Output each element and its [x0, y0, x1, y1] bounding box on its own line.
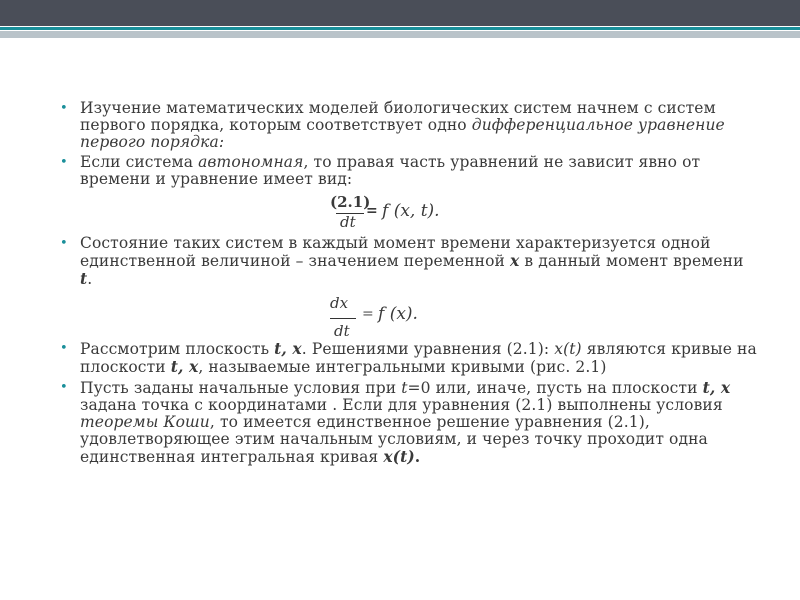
slide-header-band	[0, 31, 800, 38]
formula-equals: =	[366, 203, 378, 219]
initial-text-1: Пусть заданы начальные условия при	[80, 379, 402, 397]
slide-top-bar	[0, 0, 800, 26]
formula-dx-dt	[60, 294, 760, 340]
state-text-1: Состояние таких систем в каждый момент времени характеризуется одной единственной величиной – значением переменной	[80, 234, 711, 270]
slide-content	[60, 100, 760, 469]
slide-accent-line	[0, 27, 800, 30]
bullet-icon: •	[60, 236, 68, 251]
formula-denominator: dt	[340, 213, 356, 231]
plane-text-3: являются кривые на плоскости	[80, 340, 757, 376]
state-text-3: .	[87, 270, 93, 288]
bullet-icon: •	[60, 155, 68, 170]
bullet-icon: •	[60, 380, 68, 395]
paragraph-initial-conditions	[60, 379, 760, 466]
intro-text: Изучение математических моделей биологических систем начнем с систем первого порядка, которым соответствует одно	[80, 99, 716, 134]
autonomous-text-2: , то правая часть уравнений не зависит явно от времени и уравнение имеет вид:	[80, 153, 701, 188]
paragraph-intro	[60, 100, 760, 151]
initial-var-3: теоремы Коши	[80, 413, 210, 431]
bullet-icon: •	[60, 341, 68, 356]
formula-2-1	[60, 191, 760, 231]
state-var-x: x	[509, 251, 520, 270]
formula-first-order	[330, 294, 490, 338]
formula-numerator: dx	[330, 294, 349, 312]
formula-denominator: dt	[334, 322, 350, 340]
formula-label: (2.1)	[330, 193, 371, 211]
formula-equals: =	[362, 306, 374, 322]
state-var-t: t	[80, 269, 88, 288]
bullet-icon: •	[60, 101, 68, 116]
plane-var-3: t, x	[170, 357, 199, 376]
paragraph-autonomous	[60, 154, 760, 188]
autonomous-italic: автономная	[198, 153, 304, 171]
intro-italic: дифференциальное уравнение первого порядка:	[80, 116, 725, 151]
plane-text-4: , называемые интегральными кривыми (рис. 2.1)	[198, 358, 607, 376]
plane-var-2: x(t)	[554, 340, 582, 358]
formula-rhs: f (x).	[378, 304, 418, 324]
autonomous-text-1: Если система	[80, 153, 199, 171]
initial-text-4: , то имеется единственное решение уравнения (2.1), удовлетворяющее этим начальным условиям, и через точку проходит одна единственная интегральная кривая	[80, 413, 708, 466]
initial-var-2: t, x	[702, 378, 731, 397]
formula-autonomous	[330, 191, 490, 231]
initial-text-2: =0 или, иначе, пусть на плоскости	[407, 379, 703, 397]
initial-var-4: x(t)	[383, 447, 415, 466]
plane-text-1: Рассмотрим плоскость	[80, 340, 275, 358]
fraction-bar	[330, 318, 356, 319]
initial-var-1: t	[401, 379, 408, 397]
formula-rhs: f (x, t).	[382, 201, 440, 221]
paragraph-state	[60, 235, 760, 288]
plane-text-2: . Решениями уравнения (2.1):	[301, 340, 555, 358]
initial-text-5: .	[414, 447, 421, 466]
initial-text-3: задана точка с координатами . Если для уравнения (2.1) выполнены условия	[80, 396, 723, 414]
paragraph-plane	[60, 340, 760, 376]
state-text-2: в данный момент времени	[519, 252, 744, 270]
plane-var-1: t, x	[274, 339, 302, 358]
